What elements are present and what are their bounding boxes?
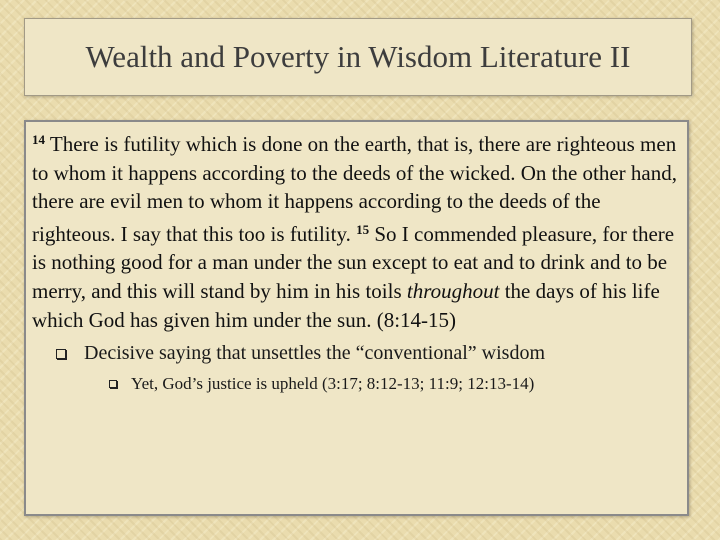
sub-bullet-item — [109, 372, 681, 396]
square-bullet-icon — [109, 380, 117, 388]
passage-text-a: There is futility which is done on the earth, that is, there are righteous men to whom it happens according to the deeds of the wicked. On the other hand, there are evil men to whom it happens according to the deeds of the righteous. I say that this too is futility. — [32, 132, 677, 246]
passage-emphasis: throughout — [406, 278, 500, 303]
content-box — [24, 120, 689, 516]
title-box — [24, 18, 692, 96]
square-bullet-icon — [56, 349, 66, 359]
sub-bullet-text: Yet, God’s justice is upheld (3:17; 8:12-13; 11:9; 12:13-14) — [131, 374, 535, 394]
passage-text-b: So I commended pleasure, for there is nothing good for a man under the sun except to eat and to drink and to be merry, and this will stand by him in his toils — [32, 221, 675, 303]
passage-text-c: the days of his life which God has given him under the sun. (8:14-15) — [32, 278, 660, 332]
scripture-passage — [32, 126, 681, 334]
bullet-text: Decisive saying that unsettles the “conventional” wisdom — [84, 342, 545, 365]
slide-title: Wealth and Poverty in Wisdom Literature II — [85, 39, 631, 74]
verse-number-14: 14 — [32, 132, 45, 147]
bullet-item — [56, 340, 681, 366]
verse-number-15: 15 — [356, 221, 370, 237]
